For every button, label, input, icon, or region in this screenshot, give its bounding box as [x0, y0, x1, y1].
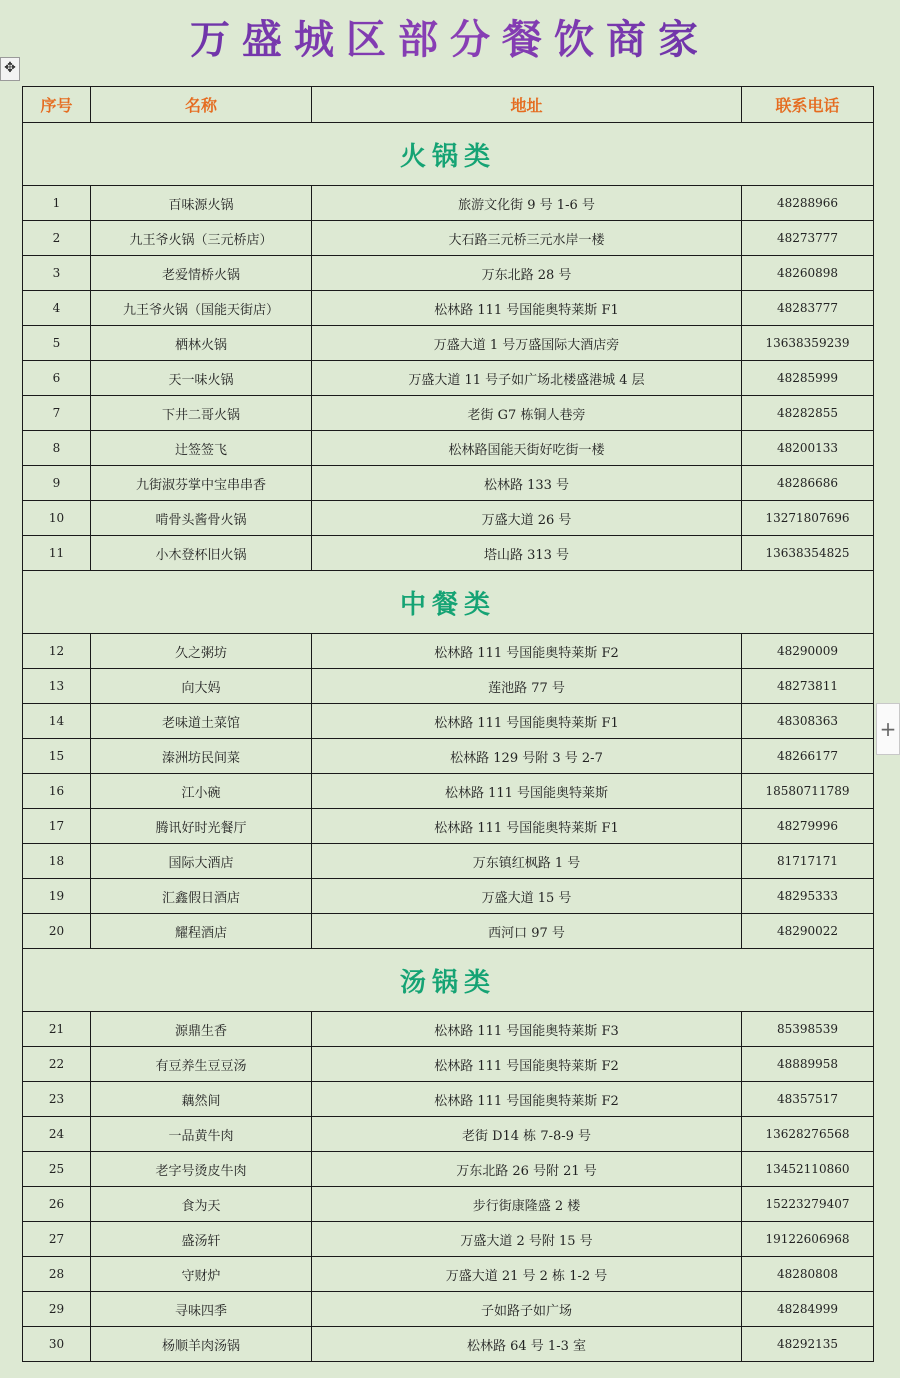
- table-row: [23, 704, 874, 739]
- cell-address: 松林路 133 号: [312, 466, 742, 501]
- header-index: 序号: [23, 87, 91, 123]
- cell-address: 子如路子如广场: [312, 1292, 742, 1327]
- cell-address: 万盛大道 26 号: [312, 501, 742, 536]
- table-row: [23, 221, 874, 256]
- cell-name: 守财炉: [91, 1257, 312, 1292]
- header-row: [23, 87, 874, 123]
- cell-phone: 48295333: [742, 879, 874, 914]
- header-phone: 联系电话: [742, 87, 874, 123]
- header-address: 地址: [312, 87, 742, 123]
- table-row: [23, 1257, 874, 1292]
- cell-address: 松林路 111 号国能奥特莱斯 F3: [312, 1012, 742, 1047]
- cell-address: 万盛大道 1 号万盛国际大酒店旁: [312, 326, 742, 361]
- cell-name: 杨顺羊肉汤锅: [91, 1327, 312, 1362]
- table-row: [23, 501, 874, 536]
- cell-phone: 48308363: [742, 704, 874, 739]
- cell-index: 10: [23, 501, 91, 536]
- cell-name: 久之粥坊: [91, 634, 312, 669]
- cell-phone: 13452110860: [742, 1152, 874, 1187]
- cell-name: 腾讯好时光餐厅: [91, 809, 312, 844]
- cell-phone: 48273777: [742, 221, 874, 256]
- cell-name: 九王爷火锅（三元桥店）: [91, 221, 312, 256]
- cell-name: 耀程酒店: [91, 914, 312, 949]
- cell-name: 溱洲坊民间菜: [91, 739, 312, 774]
- cell-phone: 13638354825: [742, 536, 874, 571]
- cell-index: 23: [23, 1082, 91, 1117]
- cell-index: 7: [23, 396, 91, 431]
- cell-index: 17: [23, 809, 91, 844]
- cell-phone: 48284999: [742, 1292, 874, 1327]
- cell-phone: 48889958: [742, 1047, 874, 1082]
- cell-name: 一品黄牛肉: [91, 1117, 312, 1152]
- cell-address: 松林路 111 号国能奥特莱斯 F2: [312, 1047, 742, 1082]
- cell-address: 老街 G7 栋铜人巷旁: [312, 396, 742, 431]
- cell-index: 4: [23, 291, 91, 326]
- cell-name: 九街淑芬掌中宝串串香: [91, 466, 312, 501]
- cell-index: 8: [23, 431, 91, 466]
- table-row: [23, 466, 874, 501]
- cell-phone: 48280808: [742, 1257, 874, 1292]
- cell-phone: 13271807696: [742, 501, 874, 536]
- cell-address: 松林路 111 号国能奥特莱斯: [312, 774, 742, 809]
- cell-phone: 85398539: [742, 1012, 874, 1047]
- category-title: 中餐类: [23, 571, 874, 634]
- cell-address: 步行街康隆盛 2 楼: [312, 1187, 742, 1222]
- cell-address: 万东北路 26 号附 21 号: [312, 1152, 742, 1187]
- table-row: [23, 844, 874, 879]
- cell-address: 塔山路 313 号: [312, 536, 742, 571]
- cell-phone: 48290009: [742, 634, 874, 669]
- category-row: [23, 949, 874, 1012]
- cell-phone: 48357517: [742, 1082, 874, 1117]
- cell-name: 辻签签飞: [91, 431, 312, 466]
- cell-address: 松林路 111 号国能奥特莱斯 F1: [312, 704, 742, 739]
- cell-name: 下井二哥火锅: [91, 396, 312, 431]
- cell-index: 24: [23, 1117, 91, 1152]
- cell-index: 27: [23, 1222, 91, 1257]
- cell-phone: 48282855: [742, 396, 874, 431]
- cell-name: 向大妈: [91, 669, 312, 704]
- table-row: [23, 1047, 874, 1082]
- cell-address: 松林路国能天街好吃街一楼: [312, 431, 742, 466]
- table-row: [23, 1117, 874, 1152]
- cell-phone: 13638359239: [742, 326, 874, 361]
- cell-name: 老爱情桥火锅: [91, 256, 312, 291]
- cell-address: 万东北路 28 号: [312, 256, 742, 291]
- page-title: 万盛城区部分餐饮商家: [0, 10, 900, 70]
- cell-address: 松林路 64 号 1-3 室: [312, 1327, 742, 1362]
- cell-index: 9: [23, 466, 91, 501]
- table-row: [23, 291, 874, 326]
- cell-index: 13: [23, 669, 91, 704]
- cell-name: 天一味火锅: [91, 361, 312, 396]
- table-row: [23, 774, 874, 809]
- cell-name: 啃骨头酱骨火锅: [91, 501, 312, 536]
- cell-address: 西河口 97 号: [312, 914, 742, 949]
- header-name: 名称: [91, 87, 312, 123]
- cell-index: 29: [23, 1292, 91, 1327]
- cell-index: 30: [23, 1327, 91, 1362]
- add-column-button[interactable]: +: [876, 703, 900, 755]
- table-row: [23, 634, 874, 669]
- cell-phone: 48290022: [742, 914, 874, 949]
- cell-name: 有豆养生豆豆汤: [91, 1047, 312, 1082]
- table-row: [23, 186, 874, 221]
- table-row: [23, 256, 874, 291]
- cell-address: 老街 D14 栋 7-8-9 号: [312, 1117, 742, 1152]
- cell-index: 12: [23, 634, 91, 669]
- cell-phone: 48260898: [742, 256, 874, 291]
- cell-index: 21: [23, 1012, 91, 1047]
- table-row: [23, 739, 874, 774]
- cell-name: 寻味四季: [91, 1292, 312, 1327]
- cell-name: 盛汤轩: [91, 1222, 312, 1257]
- cell-address: 松林路 111 号国能奥特莱斯 F1: [312, 809, 742, 844]
- cell-phone: 48288966: [742, 186, 874, 221]
- cell-index: 22: [23, 1047, 91, 1082]
- cell-address: 旅游文化街 9 号 1-6 号: [312, 186, 742, 221]
- cell-name: 汇鑫假日酒店: [91, 879, 312, 914]
- cell-index: 5: [23, 326, 91, 361]
- cell-address: 松林路 111 号国能奥特莱斯 F2: [312, 1082, 742, 1117]
- cell-index: 11: [23, 536, 91, 571]
- cell-address: 万盛大道 2 号附 15 号: [312, 1222, 742, 1257]
- cell-index: 25: [23, 1152, 91, 1187]
- cell-name: 九王爷火锅（国能天街店）: [91, 291, 312, 326]
- cell-phone: 81717171: [742, 844, 874, 879]
- cell-index: 19: [23, 879, 91, 914]
- table-row: [23, 536, 874, 571]
- table-row: [23, 879, 874, 914]
- cell-phone: 18580711789: [742, 774, 874, 809]
- category-row: [23, 123, 874, 186]
- cell-name: 江小碗: [91, 774, 312, 809]
- cell-index: 18: [23, 844, 91, 879]
- table-row: [23, 1187, 874, 1222]
- table-row: [23, 1327, 874, 1362]
- cell-phone: 15223279407: [742, 1187, 874, 1222]
- cell-phone: 48285999: [742, 361, 874, 396]
- cell-address: 万盛大道 21 号 2 栋 1-2 号: [312, 1257, 742, 1292]
- cell-index: 2: [23, 221, 91, 256]
- table-row: [23, 396, 874, 431]
- table-row: [23, 361, 874, 396]
- cell-address: 大石路三元桥三元水岸一楼: [312, 221, 742, 256]
- cell-index: 28: [23, 1257, 91, 1292]
- cell-index: 26: [23, 1187, 91, 1222]
- category-title: 汤锅类: [23, 949, 874, 1012]
- cell-phone: 19122606968: [742, 1222, 874, 1257]
- table-row: [23, 1292, 874, 1327]
- cell-address: 万东镇红枫路 1 号: [312, 844, 742, 879]
- table-row: [23, 1222, 874, 1257]
- table-row: [23, 1012, 874, 1047]
- cell-phone: 48286686: [742, 466, 874, 501]
- cell-index: 14: [23, 704, 91, 739]
- cell-name: 源鼎生香: [91, 1012, 312, 1047]
- cell-name: 百味源火锅: [91, 186, 312, 221]
- cell-phone: 48292135: [742, 1327, 874, 1362]
- table-row: [23, 1152, 874, 1187]
- cell-address: 万盛大道 11 号子如广场北楼盛港城 4 层: [312, 361, 742, 396]
- table-body: [23, 123, 874, 1362]
- cell-name: 栖林火锅: [91, 326, 312, 361]
- cell-phone: 48273811: [742, 669, 874, 704]
- table-move-handle-icon[interactable]: ✥: [0, 57, 20, 81]
- restaurant-table: [22, 86, 874, 1362]
- cell-phone: 48200133: [742, 431, 874, 466]
- cell-index: 3: [23, 256, 91, 291]
- category-title: 火锅类: [23, 123, 874, 186]
- cell-name: 老字号烫皮牛肉: [91, 1152, 312, 1187]
- cell-index: 6: [23, 361, 91, 396]
- cell-address: 莲池路 77 号: [312, 669, 742, 704]
- table-row: [23, 669, 874, 704]
- cell-phone: 48283777: [742, 291, 874, 326]
- cell-address: 松林路 129 号附 3 号 2-7: [312, 739, 742, 774]
- table-row: [23, 431, 874, 466]
- cell-address: 松林路 111 号国能奥特莱斯 F1: [312, 291, 742, 326]
- cell-name: 藕然间: [91, 1082, 312, 1117]
- cell-name: 国际大酒店: [91, 844, 312, 879]
- cell-index: 1: [23, 186, 91, 221]
- cell-address: 万盛大道 15 号: [312, 879, 742, 914]
- table-row: [23, 914, 874, 949]
- cell-index: 20: [23, 914, 91, 949]
- table-row: [23, 809, 874, 844]
- table-row: [23, 1082, 874, 1117]
- cell-name: 小木登杯旧火锅: [91, 536, 312, 571]
- cell-phone: 13628276568: [742, 1117, 874, 1152]
- cell-phone: 48266177: [742, 739, 874, 774]
- category-row: [23, 571, 874, 634]
- cell-index: 15: [23, 739, 91, 774]
- cell-name: 食为天: [91, 1187, 312, 1222]
- cell-index: 16: [23, 774, 91, 809]
- cell-address: 松林路 111 号国能奥特莱斯 F2: [312, 634, 742, 669]
- cell-phone: 48279996: [742, 809, 874, 844]
- table-row: [23, 326, 874, 361]
- cell-name: 老味道土菜馆: [91, 704, 312, 739]
